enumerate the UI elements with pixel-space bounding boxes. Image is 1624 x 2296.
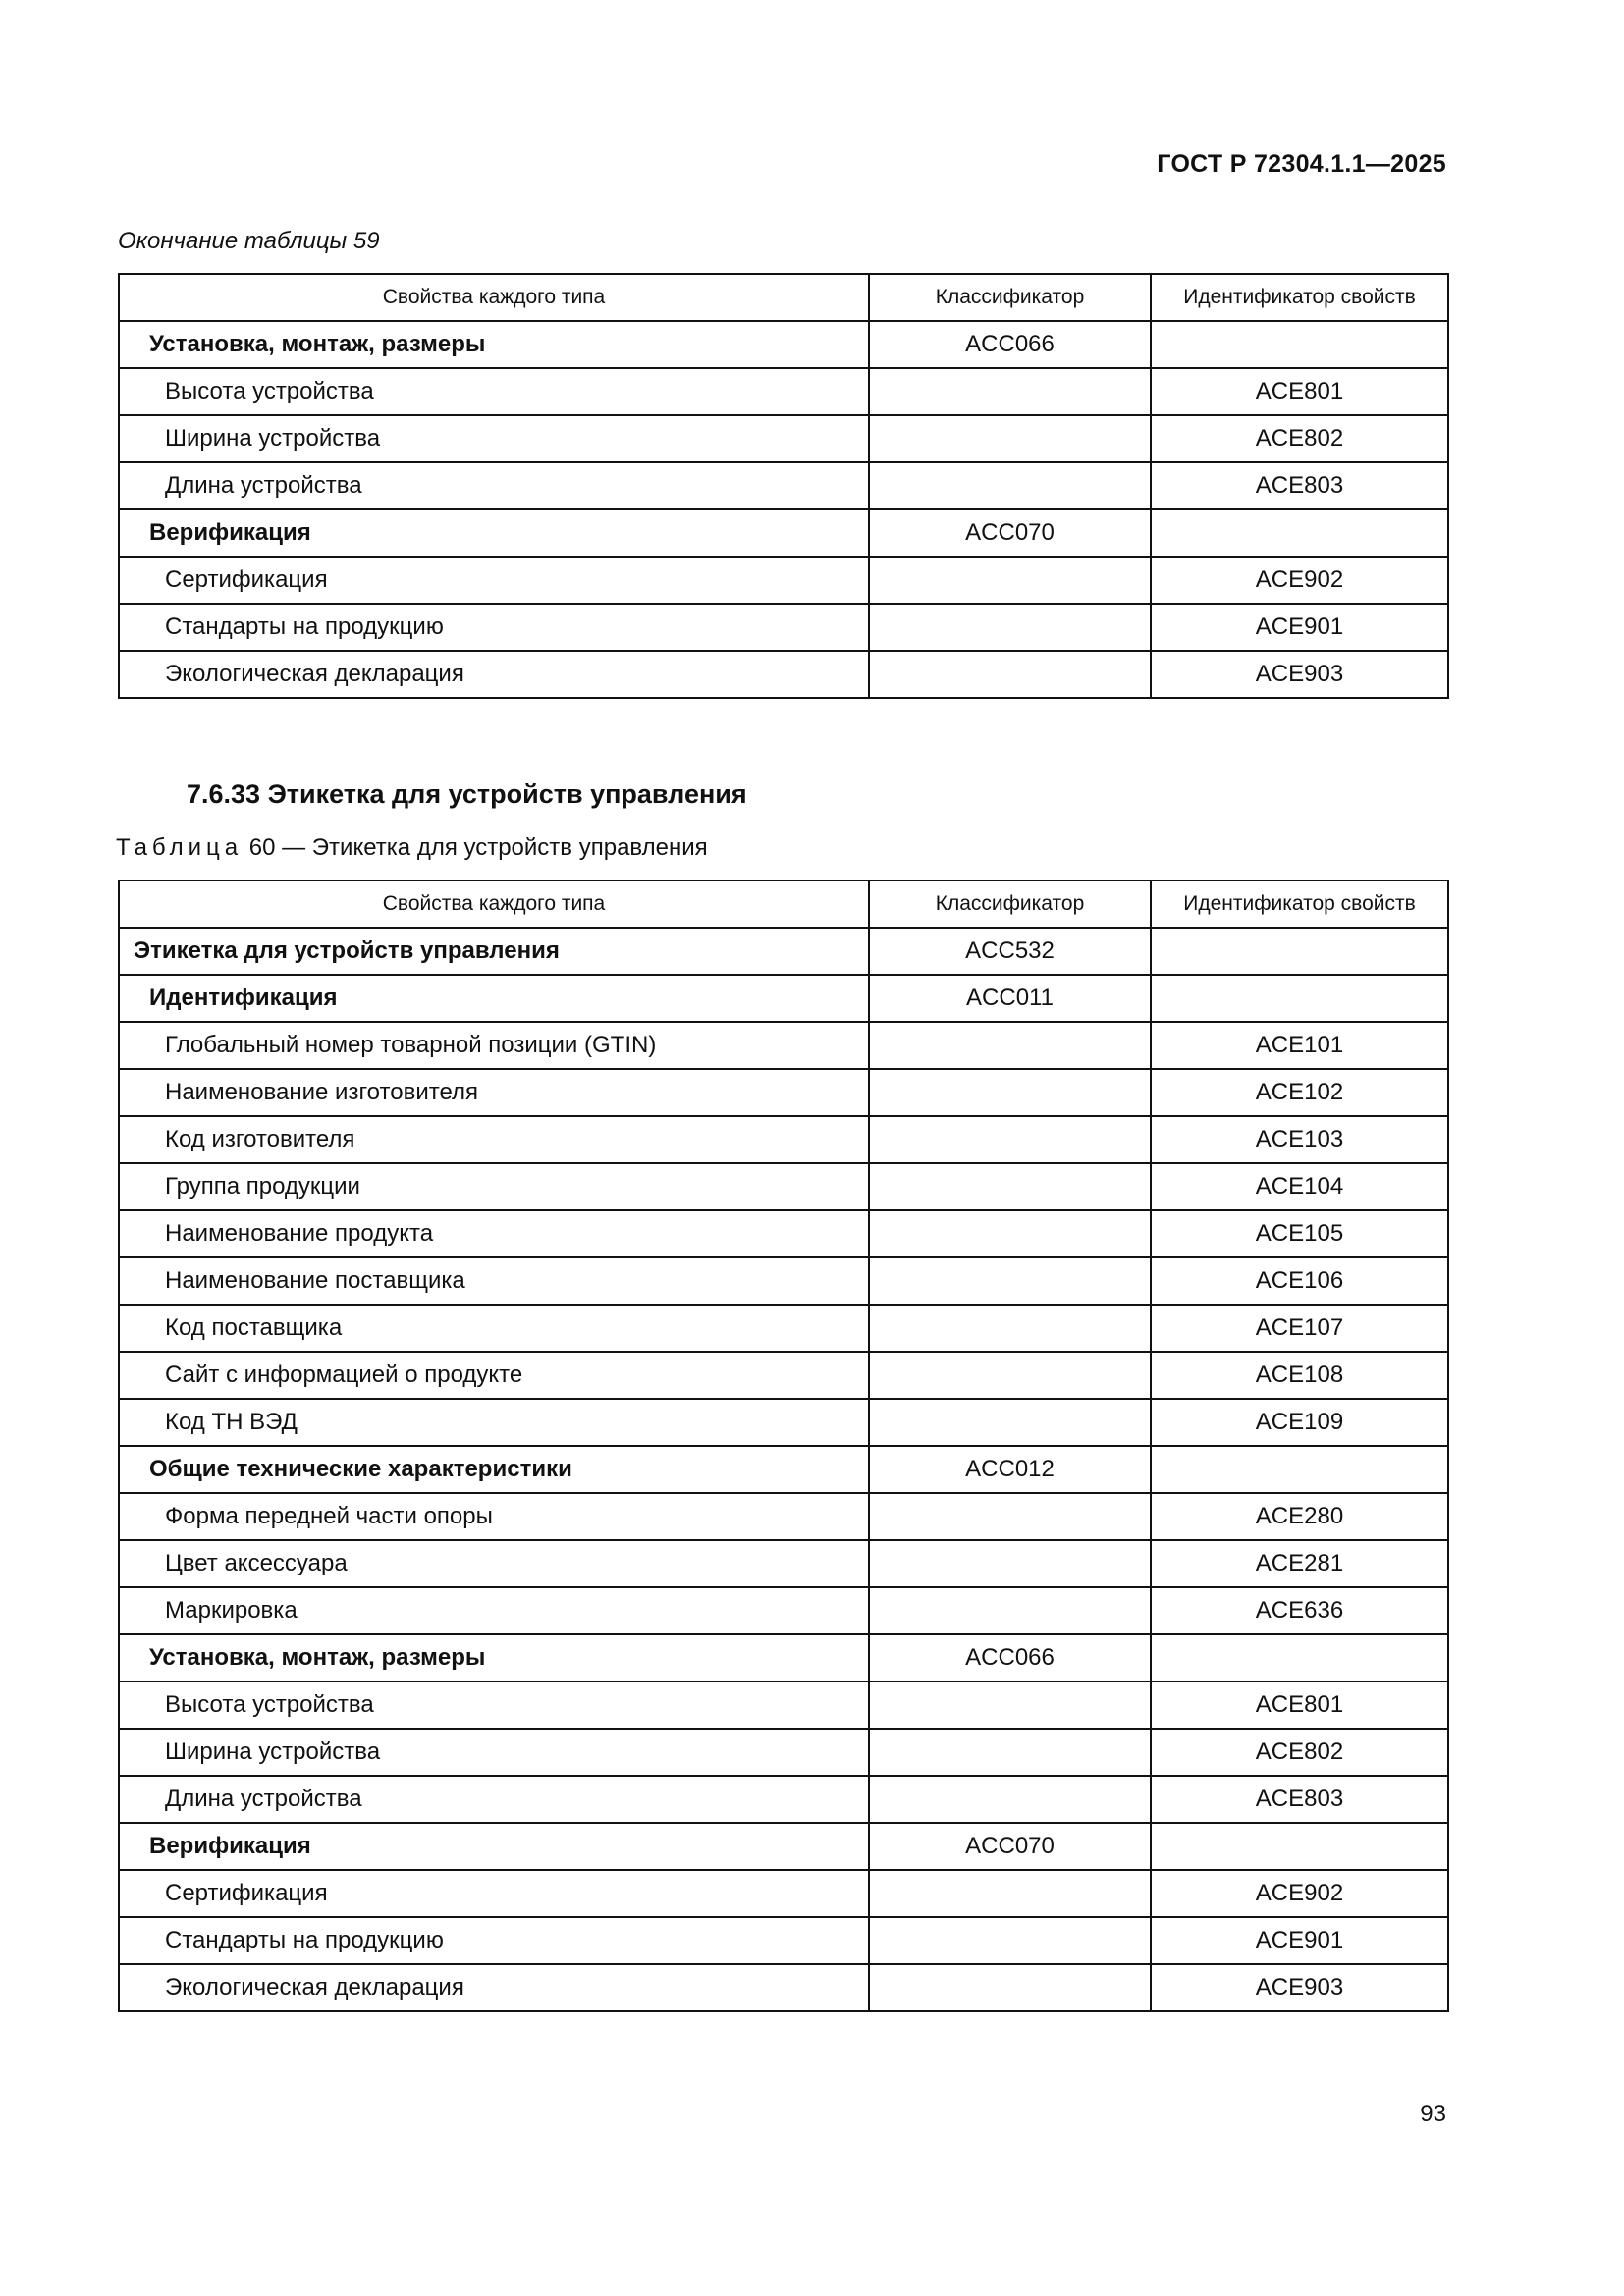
- property-name-cell: Наименование поставщика: [119, 1257, 869, 1305]
- table60-caption-text: 60 — Этикетка для устройств управления: [243, 834, 708, 861]
- classifier-cell: ACC066: [869, 1634, 1151, 1682]
- property-name-cell: Цвет аксессуара: [119, 1540, 869, 1587]
- identifier-cell: ACE281: [1151, 1540, 1448, 1587]
- identifier-cell: ACE902: [1151, 1870, 1448, 1917]
- table-row: [119, 1729, 1448, 1776]
- property-name-cell: Группа продукции: [119, 1163, 869, 1210]
- table-row: [119, 1493, 1448, 1540]
- identifier-cell: [1151, 928, 1448, 975]
- classifier-cell: [869, 651, 1151, 698]
- classifier-cell: [869, 1022, 1151, 1069]
- property-name-cell: Стандарты на продукцию: [119, 604, 869, 651]
- property-name-cell: Верификация: [119, 509, 869, 557]
- table-60: [118, 880, 1449, 2012]
- property-name-cell: Код изготовителя: [119, 1116, 869, 1163]
- identifier-cell: [1151, 1634, 1448, 1682]
- identifier-cell: ACE106: [1151, 1257, 1448, 1305]
- classifier-cell: [869, 1776, 1151, 1823]
- identifier-cell: ACE802: [1151, 1729, 1448, 1776]
- column-header-classifier: Классификатор: [869, 881, 1151, 928]
- table-row: [119, 1022, 1448, 1069]
- property-name-cell: Высота устройства: [119, 1682, 869, 1729]
- identifier-cell: ACE101: [1151, 1022, 1448, 1069]
- identifier-cell: ACE903: [1151, 1964, 1448, 2011]
- classifier-cell: [869, 1729, 1151, 1776]
- classifier-cell: [869, 604, 1151, 651]
- identifier-cell: ACE107: [1151, 1305, 1448, 1352]
- property-name-cell: Этикетка для устройств управления: [119, 928, 869, 975]
- table-row: [119, 651, 1448, 698]
- table-row: [119, 1116, 1448, 1163]
- classifier-cell: [869, 1069, 1151, 1116]
- table-row: [119, 1587, 1448, 1634]
- property-name-cell: Код ТН ВЭД: [119, 1399, 869, 1446]
- classifier-cell: [869, 1493, 1151, 1540]
- property-name-cell: Глобальный номер товарной позиции (GTIN): [119, 1022, 869, 1069]
- classifier-cell: ACC012: [869, 1446, 1151, 1493]
- classifier-cell: [869, 1964, 1151, 2011]
- classifier-cell: ACC066: [869, 321, 1151, 368]
- column-header-properties: Свойства каждого типа: [119, 274, 869, 321]
- table-row: [119, 1917, 1448, 1964]
- table-row: [119, 1069, 1448, 1116]
- table-row: [119, 604, 1448, 651]
- table-row: [119, 1682, 1448, 1729]
- table-row: [119, 1634, 1448, 1682]
- classifier-cell: [869, 557, 1151, 604]
- section-heading: 7.6.33 Этикетка для устройств управления: [187, 779, 747, 809]
- identifier-cell: ACE902: [1151, 557, 1448, 604]
- identifier-cell: [1151, 509, 1448, 557]
- property-name-cell: Ширина устройства: [119, 1729, 869, 1776]
- property-name-cell: Установка, монтаж, размеры: [119, 321, 869, 368]
- table-row: [119, 1163, 1448, 1210]
- identifier-cell: ACE108: [1151, 1352, 1448, 1399]
- property-name-cell: Верификация: [119, 1823, 869, 1870]
- table-row: [119, 1823, 1448, 1870]
- table-row: [119, 1352, 1448, 1399]
- classifier-cell: [869, 1682, 1151, 1729]
- property-name-cell: Длина устройства: [119, 1776, 869, 1823]
- classifier-cell: [869, 368, 1151, 415]
- property-name-cell: Экологическая декларация: [119, 1964, 869, 2011]
- column-header-identifier: Идентификатор свойств: [1151, 274, 1448, 321]
- classifier-cell: ACC011: [869, 975, 1151, 1022]
- property-name-cell: Сайт с информацией о продукте: [119, 1352, 869, 1399]
- property-name-cell: Ширина устройства: [119, 415, 869, 462]
- property-name-cell: Стандарты на продукцию: [119, 1917, 869, 1964]
- property-name-cell: Наименование продукта: [119, 1210, 869, 1257]
- property-name-cell: Сертификация: [119, 557, 869, 604]
- classifier-cell: [869, 462, 1151, 509]
- property-name-cell: Наименование изготовителя: [119, 1069, 869, 1116]
- classifier-cell: [869, 1870, 1151, 1917]
- classifier-cell: [869, 1210, 1151, 1257]
- table-row: [119, 557, 1448, 604]
- table59-continuation-caption: Окончание таблицы 59: [118, 228, 380, 254]
- classifier-cell: [869, 1116, 1151, 1163]
- property-name-cell: Форма передней части опоры: [119, 1493, 869, 1540]
- classifier-cell: ACC532: [869, 928, 1151, 975]
- identifier-cell: ACE901: [1151, 604, 1448, 651]
- identifier-cell: ACE103: [1151, 1116, 1448, 1163]
- table-row: [119, 1305, 1448, 1352]
- classifier-cell: [869, 1257, 1151, 1305]
- identifier-cell: ACE105: [1151, 1210, 1448, 1257]
- classifier-cell: [869, 1399, 1151, 1446]
- classifier-cell: [869, 1305, 1151, 1352]
- identifier-cell: ACE801: [1151, 1682, 1448, 1729]
- classifier-cell: [869, 415, 1151, 462]
- classifier-cell: ACC070: [869, 1823, 1151, 1870]
- table-row: [119, 928, 1448, 975]
- classifier-cell: [869, 1540, 1151, 1587]
- identifier-cell: ACE901: [1151, 1917, 1448, 1964]
- table-row: [119, 462, 1448, 509]
- table-row: [119, 1870, 1448, 1917]
- classifier-cell: ACC070: [869, 509, 1151, 557]
- page-number: 93: [1420, 2101, 1446, 2127]
- identifier-cell: ACE636: [1151, 1587, 1448, 1634]
- table-row: [119, 1964, 1448, 2011]
- table-row: [119, 368, 1448, 415]
- identifier-cell: [1151, 321, 1448, 368]
- column-header-identifier: Идентификатор свойств: [1151, 881, 1448, 928]
- table-row: [119, 509, 1448, 557]
- identifier-cell: ACE109: [1151, 1399, 1448, 1446]
- classifier-cell: [869, 1587, 1151, 1634]
- table-row: [119, 1210, 1448, 1257]
- classifier-cell: [869, 1163, 1151, 1210]
- property-name-cell: Длина устройства: [119, 462, 869, 509]
- property-name-cell: Общие технические характеристики: [119, 1446, 869, 1493]
- table60-caption-label: Таблица: [116, 834, 244, 861]
- identifier-cell: ACE104: [1151, 1163, 1448, 1210]
- identifier-cell: ACE102: [1151, 1069, 1448, 1116]
- table-header-row: [119, 274, 1448, 321]
- table-row: [119, 415, 1448, 462]
- table59-body: [119, 321, 1448, 698]
- identifier-cell: ACE280: [1151, 1493, 1448, 1540]
- table60-caption: [116, 834, 708, 862]
- table-row: [119, 1257, 1448, 1305]
- identifier-cell: ACE903: [1151, 651, 1448, 698]
- table-row: [119, 1399, 1448, 1446]
- identifier-cell: [1151, 975, 1448, 1022]
- identifier-cell: ACE801: [1151, 368, 1448, 415]
- identifier-cell: [1151, 1823, 1448, 1870]
- table60-body: [119, 928, 1448, 2011]
- identifier-cell: ACE802: [1151, 415, 1448, 462]
- identifier-cell: ACE803: [1151, 1776, 1448, 1823]
- document-code: ГОСТ Р 72304.1.1—2025: [1157, 150, 1446, 178]
- property-name-cell: Экологическая декларация: [119, 651, 869, 698]
- property-name-cell: Высота устройства: [119, 368, 869, 415]
- classifier-cell: [869, 1917, 1151, 1964]
- property-name-cell: Код поставщика: [119, 1305, 869, 1352]
- table-header-row: [119, 881, 1448, 928]
- column-header-properties: Свойства каждого типа: [119, 881, 869, 928]
- table-59: [118, 273, 1449, 699]
- identifier-cell: [1151, 1446, 1448, 1493]
- property-name-cell: Сертификация: [119, 1870, 869, 1917]
- table-row: [119, 1776, 1448, 1823]
- property-name-cell: Установка, монтаж, размеры: [119, 1634, 869, 1682]
- table-row: [119, 975, 1448, 1022]
- property-name-cell: Маркировка: [119, 1587, 869, 1634]
- classifier-cell: [869, 1352, 1151, 1399]
- property-name-cell: Идентификация: [119, 975, 869, 1022]
- column-header-classifier: Классификатор: [869, 274, 1151, 321]
- table-row: [119, 321, 1448, 368]
- table-row: [119, 1446, 1448, 1493]
- identifier-cell: ACE803: [1151, 462, 1448, 509]
- table-row: [119, 1540, 1448, 1587]
